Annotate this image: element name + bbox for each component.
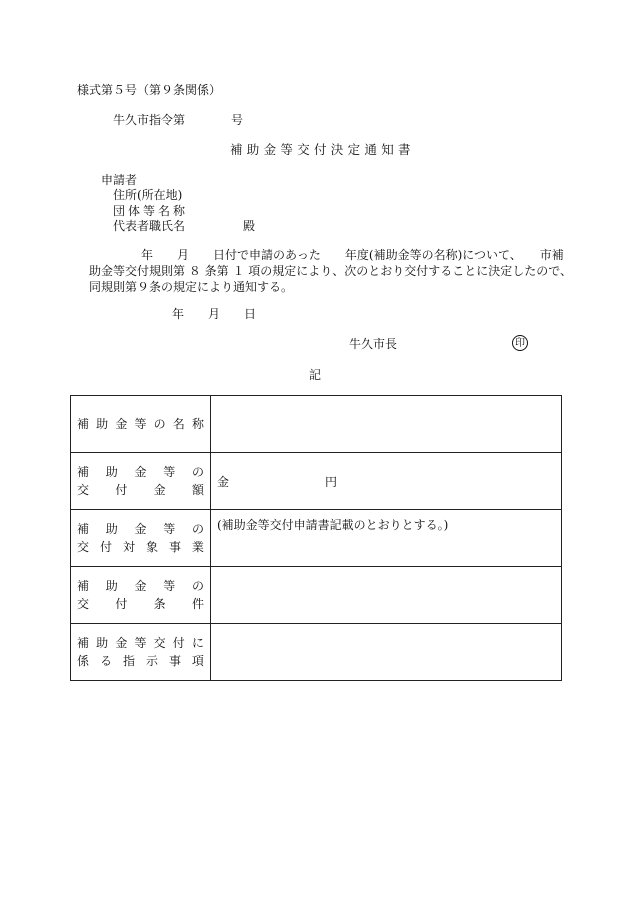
label-char: 名 [172,417,185,431]
label-char: 補 [77,636,90,650]
label-char: 等 [163,522,176,536]
honorific: 殿 [243,219,256,233]
row-label-line [77,595,204,613]
applicant-group-label: 団体等名称 [113,204,189,218]
label-char: 金 [134,522,147,536]
row-value [211,453,562,510]
amount-value [217,475,337,489]
label-char: の [191,465,204,479]
row-value [211,567,562,624]
order-number-prefix: 牛久市指令第 [113,113,186,127]
label-char: 助 [96,636,109,650]
seal-mark: 印 [512,335,528,351]
label-char: 金 [115,636,128,650]
table-row [71,396,562,453]
label-char: に [191,636,204,650]
label-char: 件 [191,597,204,611]
label-char: 係 [77,654,90,668]
label-char: 指 [122,654,135,668]
label-char: 助 [105,522,118,536]
details-table [70,395,562,681]
label-char: 等 [163,465,176,479]
label-char: 等 [134,636,147,650]
row-label [71,624,211,681]
row-value [211,624,562,681]
row-label-line [77,538,204,556]
label-char: 補 [77,579,90,593]
table-row [71,453,562,510]
ki-heading: 記 [309,368,322,382]
label-char: 付 [115,483,128,497]
label-char: の [191,579,204,593]
label-char: 等 [163,579,176,593]
row-label-line [77,520,204,538]
amount-suffix: 円 [325,474,338,489]
form-number: 様式第５号（第９条関係） [77,83,222,97]
date-line: 年 月 日 [172,307,257,321]
label-char: 対 [122,540,135,554]
label-char: 助 [105,465,118,479]
label-char: 金 [134,579,147,593]
row-value [211,396,562,453]
body-paragraph [77,247,573,295]
label-char: 交 [77,597,90,611]
label-char: る [99,654,112,668]
body-line-3: 同規則第９条の規定により通知する。 [89,280,294,294]
label-char: 付 [115,597,128,611]
label-char: 交 [153,636,166,650]
label-char: 条 [153,597,166,611]
row-label [71,567,211,624]
label-char: 示 [145,654,158,668]
label-char: 額 [191,483,204,497]
label-char: 付 [172,636,185,650]
label-char: 交 [77,483,90,497]
table-row [71,510,562,567]
body-line-1: 年 月 日付で申請のあった 年度(補助金等の名称)について、 市補 [117,248,564,262]
label-char: 補 [77,522,90,536]
label-char: 交 [77,540,90,554]
label-char: 助 [105,579,118,593]
applicant-heading: 申請者 [101,173,138,187]
body-line-2: 助金等交付規則第 ８ 条第 １ 項の規定により、次のとおり交付することに決定したので、 [89,264,573,278]
label-char: の [153,417,166,431]
applicant-representative-label: 代表者職氏名 [113,219,186,233]
label-char: 称 [191,417,204,431]
label-char: 助 [96,417,109,431]
applicant-address-label: 住所(所在地) [113,188,183,202]
label-char: 補 [77,465,90,479]
row-label [71,510,211,567]
label-char: 事 [168,540,181,554]
amount-prefix: 金 [217,474,230,489]
issuer-name: 牛久市長 [349,337,398,351]
label-char: 金 [115,417,128,431]
table-row [71,624,562,681]
row-label-line [77,634,204,652]
label-char: 金 [134,465,147,479]
row-label-line [77,652,204,670]
row-label [71,453,211,510]
label-char: 補 [77,417,90,431]
row-value-text: (補助金等交付申請書記載のとおりとする。) [217,518,449,532]
order-number-suffix: 号 [231,113,244,127]
label-char: 金 [153,483,166,497]
label-char: 付 [99,540,112,554]
label-char: 等 [134,417,147,431]
row-label-line [77,463,204,481]
label-char: 項 [191,654,204,668]
label-char: 象 [145,540,158,554]
label-char: 業 [191,540,204,554]
label-char: 事 [168,654,181,668]
row-label-line [77,415,204,433]
table-row [71,567,562,624]
row-label [71,396,211,453]
document-title: 補助金等交付決定通知書 [230,142,415,157]
row-label-line [77,481,204,499]
label-char: の [191,522,204,536]
row-label-line [77,577,204,595]
row-value [211,510,562,567]
